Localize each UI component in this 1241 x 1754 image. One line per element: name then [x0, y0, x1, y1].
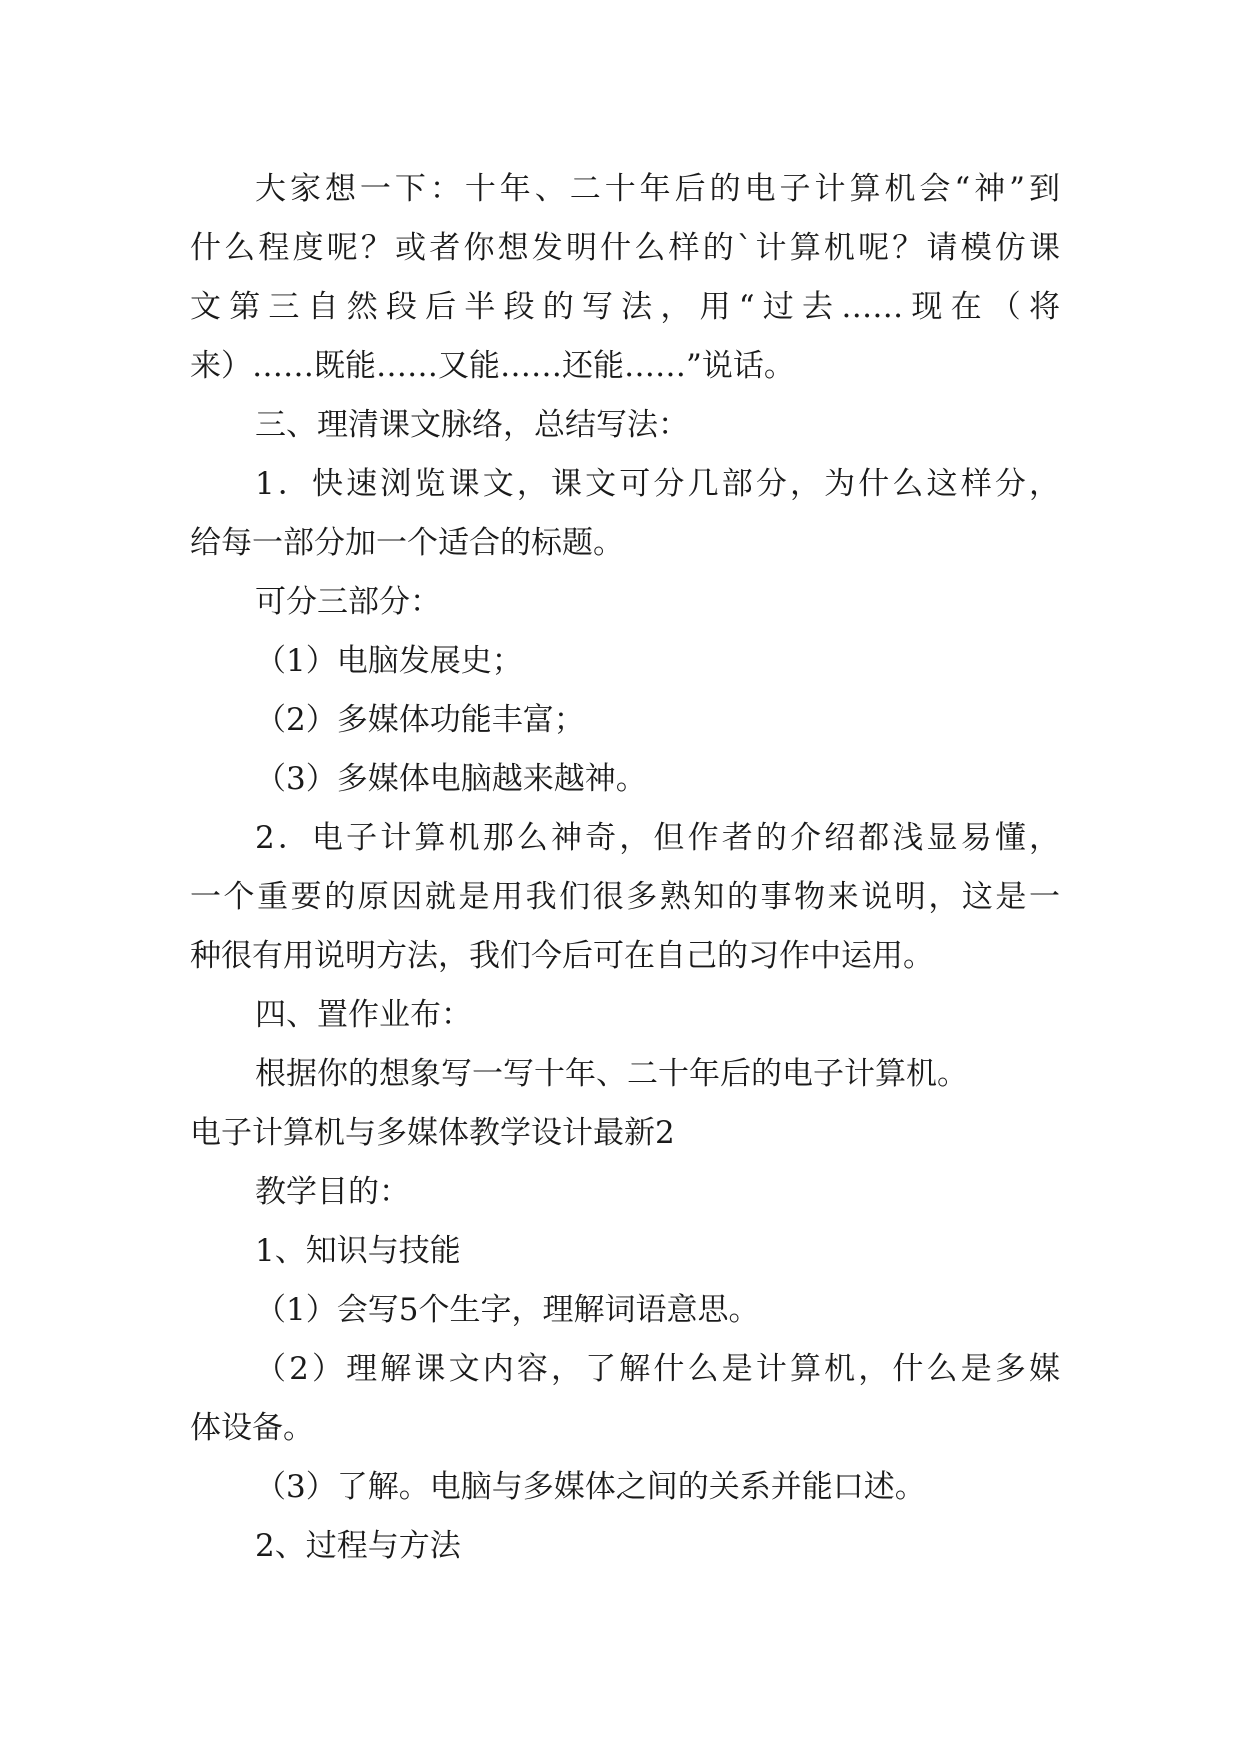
paragraph-line: 2．电子计算机那么神奇，但作者的介绍都浅显易懂，: [255, 820, 1060, 856]
paragraph-line: 种很有用说明方法，我们今后可在自己的习作中运用。: [190, 938, 934, 974]
section-heading: 教学目的：: [255, 1174, 410, 1210]
list-item: （1）电脑发展史；: [255, 643, 523, 679]
subsection-heading: 1、知识与技能: [255, 1233, 461, 1269]
list-item: （3）多媒体电脑越来越神。: [255, 761, 647, 797]
section-heading: 四、置作业布：: [255, 997, 472, 1033]
list-item: （2）多媒体功能丰富；: [255, 702, 585, 738]
paragraph-line: 1．快速浏览课文，课文可分几部分，为什么这样分，: [255, 466, 1060, 502]
paragraph-line: 根据你的想象写一写十年、二十年后的电子计算机。: [255, 1056, 968, 1092]
subsection-heading: 2、过程与方法: [255, 1528, 461, 1564]
paragraph-line: 大家想一下：十年、二十年后的电子计算机会“神”到: [255, 171, 1060, 207]
document-title: 电子计算机与多媒体教学设计最新2: [190, 1115, 675, 1151]
paragraph-line: 给每一部分加一个适合的标题。: [190, 525, 624, 561]
list-item: （2）理解课文内容，了解什么是计算机，什么是多媒: [255, 1351, 1060, 1387]
paragraph-line: 一个重要的原因就是用我们很多熟知的事物来说明，这是一: [190, 879, 1060, 915]
section-heading: 三、理清课文脉络，总结写法：: [255, 407, 689, 443]
paragraph-line: 来）……既能……又能……还能……”说话。: [190, 348, 795, 384]
paragraph-line: 文第三自然段后半段的写法，用“过去……现在（将: [190, 289, 1060, 325]
paragraph-line: 可分三部分：: [255, 584, 441, 620]
paragraph-line: 什么程度呢？或者你想发明什么样的`计算机呢？请模仿课: [190, 230, 1060, 266]
list-item: （3）了解。电脑与多媒体之间的关系并能口述。: [255, 1469, 926, 1505]
list-item: （1）会写5个生字，理解词语意思。: [255, 1292, 760, 1328]
paragraph-line: 体设备。: [190, 1410, 314, 1446]
